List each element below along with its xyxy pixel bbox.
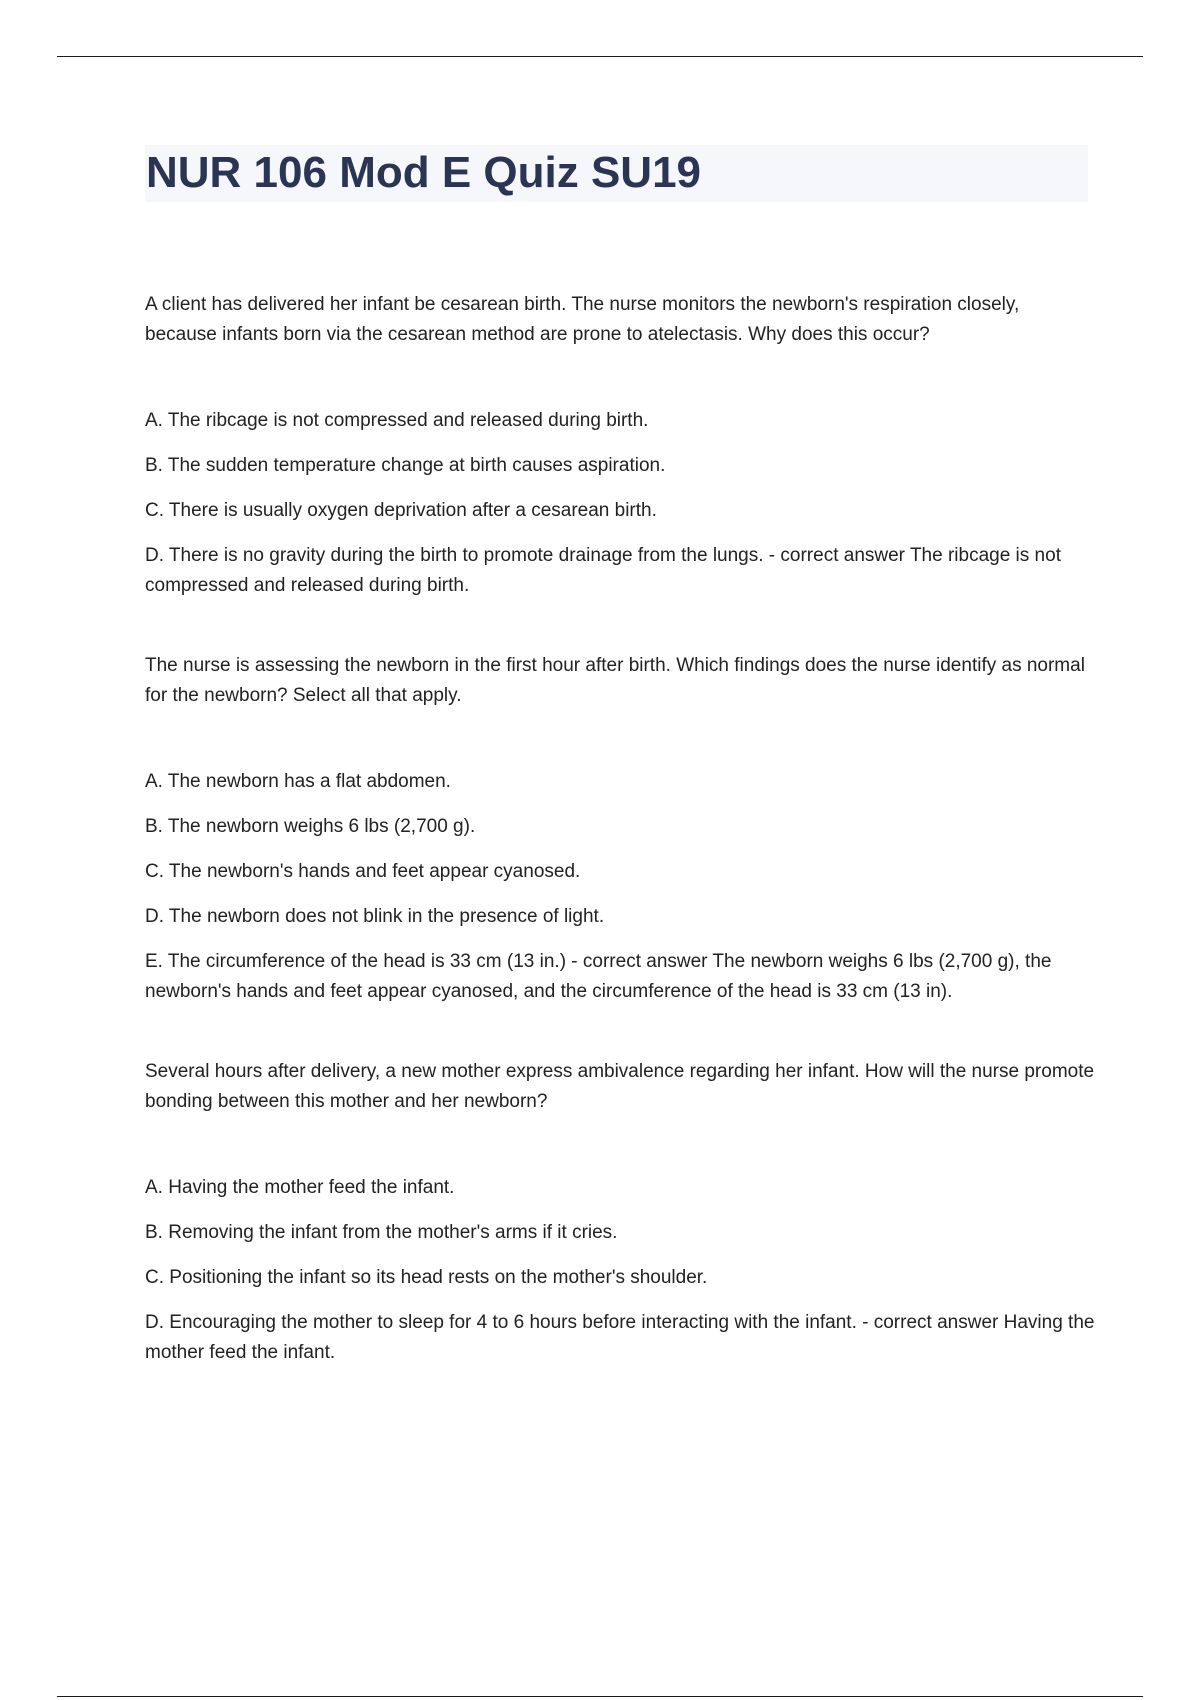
answer-option: B. Removing the infant from the mother's arms if it cries. bbox=[145, 1222, 618, 1243]
answer-option: B. The newborn weighs 6 lbs (2,700 g). bbox=[145, 816, 476, 837]
answer-options bbox=[145, 1173, 1095, 1368]
question-block-2 bbox=[145, 651, 1095, 1007]
answer-option: A. The newborn has a flat abdomen. bbox=[145, 771, 451, 792]
answer-option: D. Encouraging the mother to sleep for 4 to 6 hours before interacting with the infant. - correct answer Having the mother feed the infant. bbox=[145, 1312, 1095, 1363]
question-text: A client has delivered her infant be cesarean birth. The nurse monitors the newborn's respiration closely, because infants born via the cesarean method are prone to atelectasis. Why does this occur? bbox=[145, 294, 1020, 345]
answer-options bbox=[145, 406, 1095, 601]
question-block-3 bbox=[145, 1057, 1095, 1368]
answer-option: C. The newborn's hands and feet appear cyanosed. bbox=[145, 861, 581, 882]
answer-options bbox=[145, 767, 1095, 1007]
answer-option: C. There is usually oxygen deprivation after a cesarean birth. bbox=[145, 500, 657, 521]
answer-option: E. The circumference of the head is 33 cm (13 in.) - correct answer The newborn weighs 6 lbs (2,700 g), the newborn's hands and feet appear cyanosed, and the circumference of the head is 33 cm (13 in). bbox=[145, 951, 1052, 1002]
answer-option: A. The ribcage is not compressed and released during birth. bbox=[145, 410, 649, 431]
answer-option: D. There is no gravity during the birth to promote drainage from the lungs. - correct answer The ribcage is not compressed and released during birth. bbox=[145, 545, 1061, 596]
answer-option: D. The newborn does not blink in the presence of light. bbox=[145, 906, 605, 927]
question-text: The nurse is assessing the newborn in the first hour after birth. Which findings does the nurse identify as normal for the newborn? Select all that apply. bbox=[145, 655, 1085, 706]
answer-option: C. Positioning the infant so its head rests on the mother's shoulder. bbox=[145, 1267, 708, 1288]
top-rule bbox=[57, 56, 1143, 57]
answer-option: B. The sudden temperature change at birth causes aspiration. bbox=[145, 455, 666, 476]
answer-option: A. Having the mother feed the infant. bbox=[145, 1177, 455, 1198]
bottom-rule bbox=[57, 1696, 1143, 1697]
quiz-content bbox=[145, 290, 1095, 1368]
question-text: Several hours after delivery, a new mother express ambivalence regarding her infant. How will the nurse promote bonding between this mother and her newborn? bbox=[145, 1061, 1095, 1112]
question-block-1 bbox=[145, 290, 1095, 601]
document-title: NUR 106 Mod E Quiz SU19 bbox=[146, 148, 702, 197]
